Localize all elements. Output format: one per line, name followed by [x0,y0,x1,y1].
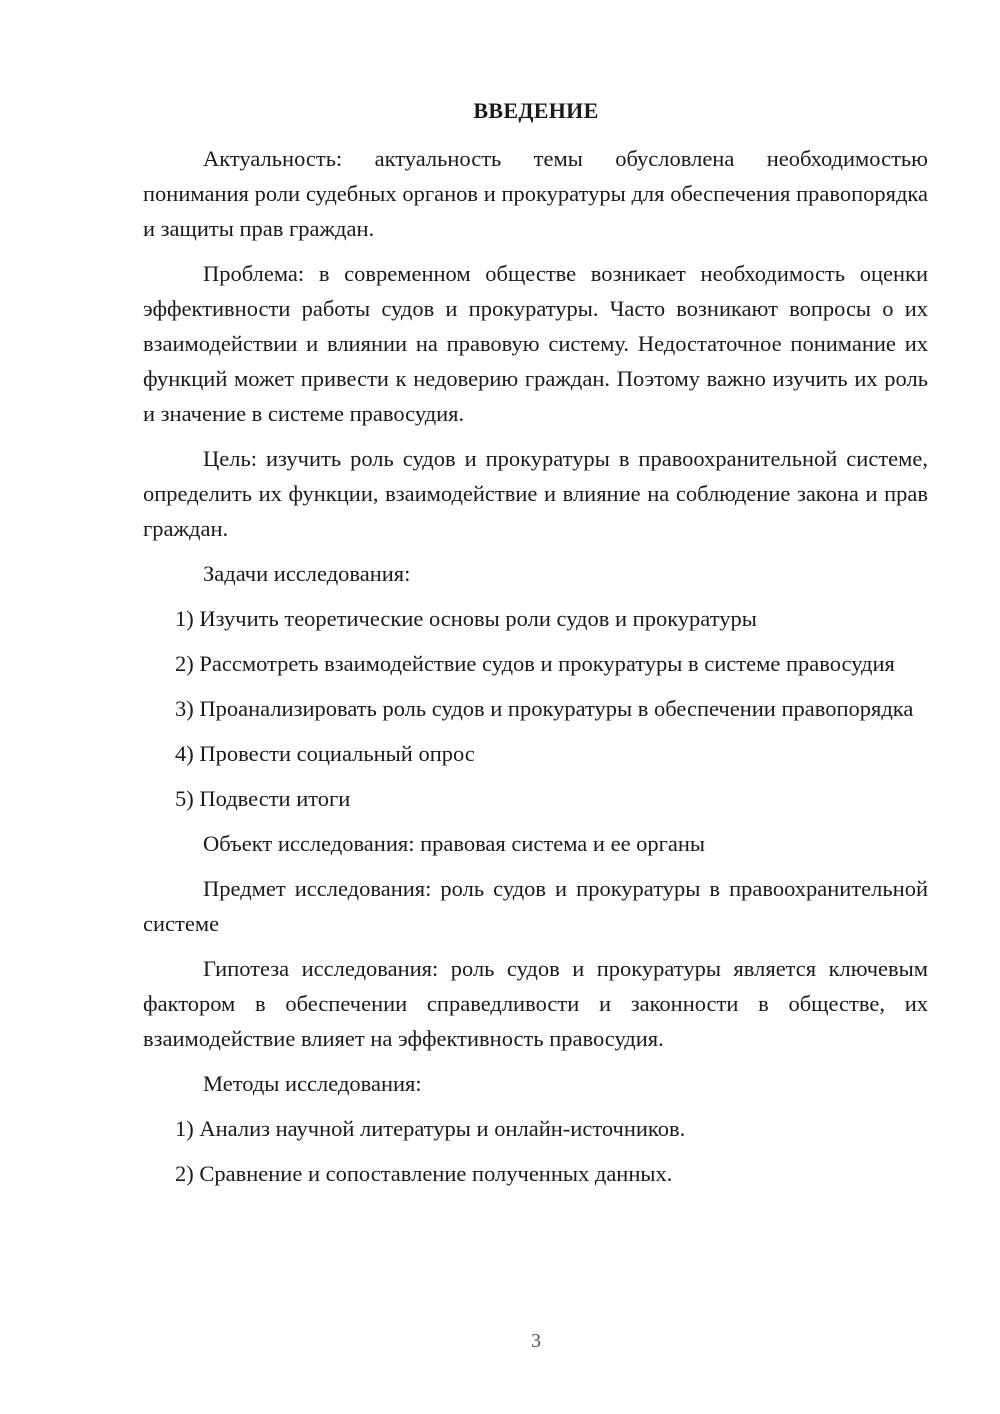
section-heading: ВВЕДЕНИЕ [473,98,599,123]
subject-paragraph: Предмет исследования: роль судов и прокуратуры в правоохранительной системе [143,876,928,936]
problem-paragraph: Проблема: в современном обществе возникает необходимость оценки эффективности работы судов и прокуратуры. Часто возникают вопросы о их взаимодействии и влиянии на правовую систему. Недостаточное понимание их функций может привести к недоверию граждан. Поэтому важно изучить их роль и значение в системе правосудия. [143,261,928,426]
method-item: 2) Сравнение и сопоставление полученных данных. [175,1161,673,1186]
task-item: 3) Проанализировать роль судов и прокуратуры в обеспечении правопорядка [175,696,914,721]
tasks-title: Задачи исследования: [203,561,411,586]
task-item: 1) Изучить теоретические основы роли судов и прокуратуры [175,606,757,631]
page-number: 3 [531,1330,541,1352]
relevance-paragraph: Актуальность: актуальность темы обусловлена необходимостью понимания роли судебных органов и прокуратуры для обеспечения правопорядка и защиты прав граждан. [143,146,928,241]
task-item: 2) Рассмотреть взаимодействие судов и прокуратуры в системе правосудия [175,651,895,676]
goal-paragraph: Цель: изучить роль судов и прокуратуры в правоохранительной системе, определить их функции, взаимодействие и влияние на соблюдение закона и прав граждан. [143,446,928,541]
body-text [143,141,928,1201]
method-item: 1) Анализ научной литературы и онлайн-источников. [175,1116,686,1141]
methods-title: Методы исследования: [203,1071,422,1096]
hypothesis-paragraph: Гипотеза исследования: роль судов и прокуратуры является ключевым фактором в обеспечении справедливости и законности в обществе, их взаимодействие влияет на эффективность правосудия. [143,956,928,1051]
task-item: 5) Подвести итоги [175,786,351,811]
task-item: 4) Провести социальный опрос [175,741,475,766]
object-paragraph: Объект исследования: правовая система и ее органы [203,831,706,856]
